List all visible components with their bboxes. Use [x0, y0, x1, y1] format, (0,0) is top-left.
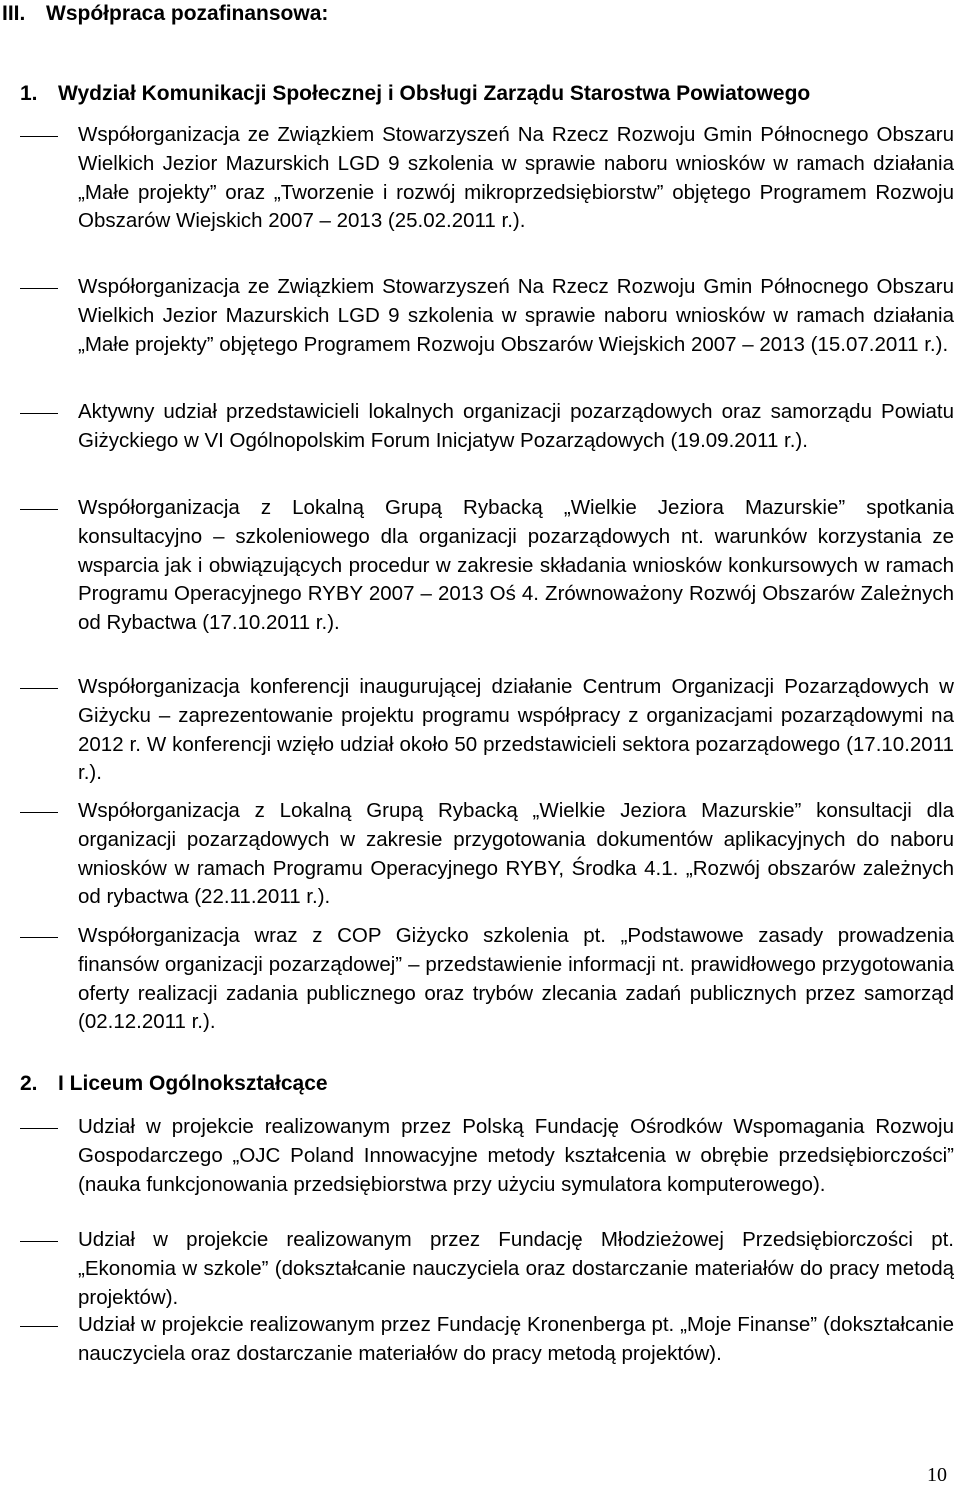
dash-bullet-icon: [20, 1311, 58, 1340]
section-heading: [2, 0, 328, 28]
list-item-text: Udział w projekcie realizowanym przez Fundację Kronenberga pt. „Moje Finanse” (dokształcanie nauczyciela oraz dostarczanie materiałów do pracy metodą projektów).: [78, 1313, 954, 1365]
list-item-text: Współorganizacja konferencji inaugurującej działanie Centrum Organizacji Pozarządowych w Giżycku – zaprezentowanie projektu programu współpracy z organizacjami pozarządowymi na 2012 r. W konferencji wzięło udział około 50 przedstawicieli sektora pozarządowego (17.10.2011 r.).: [78, 675, 954, 785]
list-item: [20, 398, 954, 456]
subsection-heading-2: [20, 1070, 328, 1098]
dash-bullet-icon: [20, 1113, 58, 1142]
section-number: III.: [2, 2, 26, 25]
list-item-text: Współorganizacja ze Związkiem Stowarzyszeń Na Rzecz Rozwoju Gmin Północnego Obszaru Wielkich Jezior Mazurskich LGD 9 szkolenia w sprawie naboru wniosków w ramach działania „Małe projekty” objętego Programem Rozwoju Obszarów Wiejskich 2007 – 2013 (15.07.2011 r.).: [78, 275, 954, 356]
page-number: 10: [927, 1464, 947, 1486]
list-item-text: Współorganizacja z Lokalną Grupą Rybacką „Wielkie Jeziora Mazurskie” spotkania konsultacyjno – szkoleniowego dla organizacji pozarządowych nt. warunków korzystania ze wsparcia jak i obwiązujących procedur w zakresie składania wniosków konkursowych w ramach Programu Operacyjnego RYBY 2007 – 2013 Oś 4. Zrównoważony Rozwój Obszarów Zależnych od Rybactwa (17.10.2011 r.).: [78, 496, 954, 635]
list-item: [20, 1311, 954, 1369]
dash-bullet-icon: [20, 121, 58, 150]
list-item-text: Współorganizacja z Lokalną Grupą Rybacką „Wielkie Jeziora Mazurskie” konsultacji dla organizacji pozarządowych w zakresie przygotowania dokumentów aplikacyjnych do naboru wniosków w ramach Programu Operacyjnego RYBY, Środka 4.1. „Rozwój obszarów zależnych od rybactwa (22.11.2011 r.).: [78, 799, 954, 909]
dash-bullet-icon: [20, 398, 58, 427]
list-item-text: Udział w projekcie realizowanym przez Polską Fundację Ośrodków Wspomagania Rozwoju Gospodarczego „OJC Poland Innowacyjne metody kształcenia w obrębie przedsiębiorczości” (nauka funkcjonowania przedsiębiorstwa przy użyciu symulatora komputerowego).: [78, 1115, 954, 1196]
dash-bullet-icon: [20, 797, 58, 826]
subsection-number: 2.: [20, 1072, 38, 1095]
subsection-title: Wydział Komunikacji Społecznej i Obsługi Zarządu Starostwa Powiatowego: [58, 82, 811, 105]
section-title: Współpraca pozafinansowa:: [46, 2, 329, 25]
list-item-text: Współorganizacja ze Związkiem Stowarzyszeń Na Rzecz Rozwoju Gmin Północnego Obszaru Wielkich Jezior Mazurskich LGD 9 szkolenia w sprawie naboru wniosków w ramach działania „Małe projekty” oraz „Tworzenie i rozwój mikroprzedsiębiorstw” objętego Programem Rozwoju Obszarów Wiejskich 2007 – 2013 (25.02.2011 r.).: [78, 123, 954, 233]
list-item: [20, 494, 954, 638]
list-item: [20, 1113, 954, 1199]
list-item-text: Współorganizacja wraz z COP Giżycko szkolenia pt. „Podstawowe zasady prowadzenia finansów organizacji pozarządowej” – przedstawienie informacji nt. prawidłowego przygotowania oferty realizacji zadania publicznego oraz trybów zlecania zadań publicznych przez samorząd (02.12.2011 r.).: [78, 924, 954, 1034]
subsection-title: I Liceum Ogólnokształcące: [58, 1072, 328, 1095]
dash-bullet-icon: [20, 1226, 58, 1255]
dash-bullet-icon: [20, 273, 58, 302]
list-item: [20, 121, 954, 236]
list-item: [20, 673, 954, 788]
dash-bullet-icon: [20, 494, 58, 523]
list-item: [20, 922, 954, 1037]
list-item-text: Udział w projekcie realizowanym przez Fundację Młodzieżowej Przedsiębiorczości pt. „Ekonomia w szkole” (dokształcanie nauczyciela oraz dostarczanie materiałów do pracy metodą projektów).: [78, 1228, 954, 1309]
list-item-text: Aktywny udział przedstawicieli lokalnych organizacji pozarządowych oraz samorządu Powiatu Giżyckiego w VI Ogólnopolskim Forum Inicjatyw Pozarządowych (19.09.2011 r.).: [78, 400, 954, 452]
list-item: [20, 273, 954, 359]
list-item: [20, 1226, 954, 1312]
list-item: [20, 797, 954, 912]
dash-bullet-icon: [20, 673, 58, 702]
dash-bullet-icon: [20, 922, 58, 951]
subsection-number: 1.: [20, 82, 38, 105]
subsection-heading-1: [20, 80, 810, 108]
